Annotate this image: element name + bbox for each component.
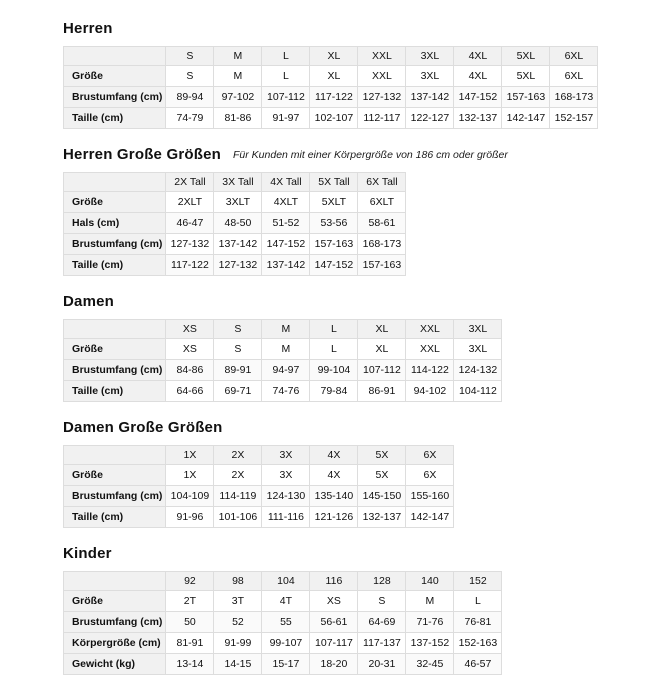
table-cell: 147-152: [454, 87, 502, 108]
column-header: 5X: [358, 446, 406, 465]
column-header: L: [310, 320, 358, 339]
table-row: [64, 612, 502, 633]
column-header: 116: [310, 572, 358, 591]
table-cell: L: [262, 66, 310, 87]
table-cell: 137-152: [406, 633, 454, 654]
section-header: [63, 419, 650, 437]
table-cell: 71-76: [406, 612, 454, 633]
table-cell: 84-86: [166, 360, 214, 381]
table-cell: 91-96: [166, 507, 214, 528]
section-title: Damen Große Größen: [63, 419, 223, 436]
table-cell: 3XL: [406, 66, 454, 87]
table-cell: 89-91: [214, 360, 262, 381]
table-cell: 155-160: [406, 486, 454, 507]
table-cell: 122-127: [406, 108, 454, 129]
section-title: Herren: [63, 20, 113, 37]
table-row: [64, 654, 502, 675]
table-cell: 117-122: [310, 87, 358, 108]
column-header: 6X Tall: [358, 173, 406, 192]
table-cell: 81-86: [214, 108, 262, 129]
table-cell: 99-107: [262, 633, 310, 654]
table-cell: 2XLT: [166, 192, 214, 213]
section-header: [63, 293, 650, 311]
table-cell: 99-104: [310, 360, 358, 381]
column-header: 5X Tall: [310, 173, 358, 192]
table-cell: 64-66: [166, 381, 214, 402]
table-cell: 32-45: [406, 654, 454, 675]
column-header: 92: [166, 572, 214, 591]
table-cell: 101-106: [214, 507, 262, 528]
table-cell: 4XL: [454, 66, 502, 87]
table-cell: 127-132: [214, 255, 262, 276]
column-header: 140: [406, 572, 454, 591]
column-header: 5XL: [502, 47, 550, 66]
table-cell: 56-61: [310, 612, 358, 633]
table-cell: 104-112: [454, 381, 502, 402]
table-cell: M: [406, 591, 454, 612]
table-cell: 94-97: [262, 360, 310, 381]
table-cell: 6XL: [550, 66, 598, 87]
column-header: 3X Tall: [214, 173, 262, 192]
table-cell: 117-122: [166, 255, 214, 276]
row-label: Taille (cm): [64, 255, 166, 276]
table-row: [64, 591, 502, 612]
table-cell: 2T: [166, 591, 214, 612]
row-label: Brustumfang (cm): [64, 486, 166, 507]
table-body: [64, 591, 502, 675]
column-header: XL: [358, 320, 406, 339]
size-section-herren-gro-e-gr-en: [63, 146, 650, 276]
column-header: 152: [454, 572, 502, 591]
table-cell: 142-147: [406, 507, 454, 528]
table-cell: 14-15: [214, 654, 262, 675]
row-label: Größe: [64, 465, 166, 486]
table-cell: XS: [310, 591, 358, 612]
table-cell: S: [214, 339, 262, 360]
column-header: 6X: [406, 446, 454, 465]
table-cell: XL: [310, 66, 358, 87]
table-body: [64, 192, 406, 276]
column-header: 4X: [310, 446, 358, 465]
table-body: [64, 66, 598, 129]
table-cell: S: [358, 591, 406, 612]
column-header: 128: [358, 572, 406, 591]
table-cell: 4X: [310, 465, 358, 486]
column-header: M: [214, 47, 262, 66]
table-cell: L: [310, 339, 358, 360]
table-cell: 91-97: [262, 108, 310, 129]
table-row: [64, 360, 502, 381]
table-row: [64, 87, 598, 108]
column-header: 3X: [262, 446, 310, 465]
table-cell: 69-71: [214, 381, 262, 402]
corner-cell: [64, 572, 166, 591]
table-cell: 114-119: [214, 486, 262, 507]
table-cell: 114-122: [406, 360, 454, 381]
column-header: 4X Tall: [262, 173, 310, 192]
section-header: [63, 146, 650, 164]
row-label: Brustumfang (cm): [64, 612, 166, 633]
table-cell: 121-126: [310, 507, 358, 528]
table-cell: 46-47: [166, 213, 214, 234]
table-cell: 74-76: [262, 381, 310, 402]
table-head: [64, 47, 598, 66]
table-cell: 51-52: [262, 213, 310, 234]
table-cell: 127-132: [166, 234, 214, 255]
table-row: [64, 255, 406, 276]
table-cell: 86-91: [358, 381, 406, 402]
table-cell: 64-69: [358, 612, 406, 633]
table-cell: 58-61: [358, 213, 406, 234]
row-label: Größe: [64, 192, 166, 213]
table-head: [64, 572, 502, 591]
section-header: [63, 20, 650, 38]
table-cell: 3XLT: [214, 192, 262, 213]
table-cell: 152-157: [550, 108, 598, 129]
table-cell: 127-132: [358, 87, 406, 108]
size-section-herren: [63, 20, 650, 129]
table-cell: 107-117: [310, 633, 358, 654]
table-cell: 2X: [214, 465, 262, 486]
table-cell: 15-17: [262, 654, 310, 675]
table-cell: 52: [214, 612, 262, 633]
table-row: [64, 66, 598, 87]
table-row: [64, 633, 502, 654]
table-cell: 132-137: [454, 108, 502, 129]
column-header: 4XL: [454, 47, 502, 66]
column-header: 1X: [166, 446, 214, 465]
corner-cell: [64, 173, 166, 192]
column-header: L: [262, 47, 310, 66]
table-cell: 4XLT: [262, 192, 310, 213]
table-cell: 145-150: [358, 486, 406, 507]
column-header: 2X: [214, 446, 262, 465]
table-cell: 76-81: [454, 612, 502, 633]
table-cell: 142-147: [502, 108, 550, 129]
corner-cell: [64, 47, 166, 66]
table-head: [64, 446, 454, 465]
size-section-damen-gro-e-gr-en: [63, 419, 650, 528]
table-cell: 6X: [406, 465, 454, 486]
table-cell: 53-56: [310, 213, 358, 234]
table-body: [64, 465, 454, 528]
table-cell: 168-173: [550, 87, 598, 108]
table-header-row: [64, 47, 598, 66]
table-cell: XL: [358, 339, 406, 360]
column-header: XXL: [358, 47, 406, 66]
size-table: [63, 319, 502, 402]
table-row: [64, 465, 454, 486]
table-cell: 50: [166, 612, 214, 633]
table-cell: 89-94: [166, 87, 214, 108]
table-cell: 157-163: [310, 234, 358, 255]
corner-cell: [64, 320, 166, 339]
table-cell: 135-140: [310, 486, 358, 507]
table-row: [64, 339, 502, 360]
table-row: [64, 486, 454, 507]
row-label: Hals (cm): [64, 213, 166, 234]
section-subtitle: Für Kunden mit einer Körpergröße von 186 cm oder größer: [233, 149, 508, 161]
table-cell: 152-163: [454, 633, 502, 654]
column-header: 3XL: [454, 320, 502, 339]
table-cell: L: [454, 591, 502, 612]
table-cell: 168-173: [358, 234, 406, 255]
column-header: S: [214, 320, 262, 339]
table-cell: 104-109: [166, 486, 214, 507]
table-cell: 55: [262, 612, 310, 633]
column-header: XL: [310, 47, 358, 66]
table-cell: 5X: [358, 465, 406, 486]
table-row: [64, 234, 406, 255]
table-cell: 97-102: [214, 87, 262, 108]
column-header: 6XL: [550, 47, 598, 66]
table-cell: 137-142: [262, 255, 310, 276]
column-header: 3XL: [406, 47, 454, 66]
row-label: Taille (cm): [64, 507, 166, 528]
table-cell: 137-142: [214, 234, 262, 255]
table-cell: 124-130: [262, 486, 310, 507]
table-cell: 13-14: [166, 654, 214, 675]
table-cell: S: [166, 66, 214, 87]
table-row: [64, 381, 502, 402]
table-cell: 20-31: [358, 654, 406, 675]
table-cell: 3T: [214, 591, 262, 612]
column-header: 2X Tall: [166, 173, 214, 192]
table-cell: 137-142: [406, 87, 454, 108]
table-row: [64, 213, 406, 234]
table-cell: 111-116: [262, 507, 310, 528]
size-table: [63, 46, 598, 129]
table-cell: 147-152: [310, 255, 358, 276]
table-cell: 46-57: [454, 654, 502, 675]
table-head: [64, 320, 502, 339]
row-label: Taille (cm): [64, 381, 166, 402]
row-label: Größe: [64, 339, 166, 360]
table-cell: 94-102: [406, 381, 454, 402]
table-cell: 124-132: [454, 360, 502, 381]
table-cell: 6XLT: [358, 192, 406, 213]
row-label: Körpergröße (cm): [64, 633, 166, 654]
column-header: 98: [214, 572, 262, 591]
table-row: [64, 507, 454, 528]
table-cell: M: [262, 339, 310, 360]
table-cell: 3X: [262, 465, 310, 486]
table-cell: 5XL: [502, 66, 550, 87]
table-cell: M: [214, 66, 262, 87]
table-cell: 91-99: [214, 633, 262, 654]
table-row: [64, 108, 598, 129]
row-label: Taille (cm): [64, 108, 166, 129]
table-cell: 18-20: [310, 654, 358, 675]
table-cell: XXL: [406, 339, 454, 360]
table-cell: 81-91: [166, 633, 214, 654]
column-header: 104: [262, 572, 310, 591]
table-cell: 3XL: [454, 339, 502, 360]
size-table: [63, 172, 406, 276]
table-cell: 107-112: [262, 87, 310, 108]
table-cell: 102-107: [310, 108, 358, 129]
size-table: [63, 445, 454, 528]
table-cell: 157-163: [502, 87, 550, 108]
table-header-row: [64, 320, 502, 339]
table-cell: 157-163: [358, 255, 406, 276]
column-header: XS: [166, 320, 214, 339]
row-label: Brustumfang (cm): [64, 234, 166, 255]
corner-cell: [64, 446, 166, 465]
table-cell: 112-117: [358, 108, 406, 129]
table-cell: 74-79: [166, 108, 214, 129]
section-title: Damen: [63, 293, 115, 310]
size-section-kinder: [63, 545, 650, 675]
row-label: Größe: [64, 66, 166, 87]
table-header-row: [64, 572, 502, 591]
table-cell: 117-137: [358, 633, 406, 654]
table-cell: 1X: [166, 465, 214, 486]
column-header: XXL: [406, 320, 454, 339]
table-row: [64, 192, 406, 213]
table-cell: 132-137: [358, 507, 406, 528]
column-header: S: [166, 47, 214, 66]
table-cell: XXL: [358, 66, 406, 87]
table-cell: 4T: [262, 591, 310, 612]
table-cell: 79-84: [310, 381, 358, 402]
table-cell: 107-112: [358, 360, 406, 381]
row-label: Größe: [64, 591, 166, 612]
row-label: Gewicht (kg): [64, 654, 166, 675]
row-label: Brustumfang (cm): [64, 87, 166, 108]
table-header-row: [64, 446, 454, 465]
table-body: [64, 339, 502, 402]
section-header: [63, 545, 650, 563]
table-cell: 147-152: [262, 234, 310, 255]
size-section-damen: [63, 293, 650, 402]
column-header: M: [262, 320, 310, 339]
table-cell: XS: [166, 339, 214, 360]
row-label: Brustumfang (cm): [64, 360, 166, 381]
table-header-row: [64, 173, 406, 192]
table-cell: 48-50: [214, 213, 262, 234]
section-title: Herren Große Größen: [63, 146, 221, 163]
section-title: Kinder: [63, 545, 112, 562]
table-cell: 5XLT: [310, 192, 358, 213]
table-head: [64, 173, 406, 192]
size-table: [63, 571, 502, 675]
